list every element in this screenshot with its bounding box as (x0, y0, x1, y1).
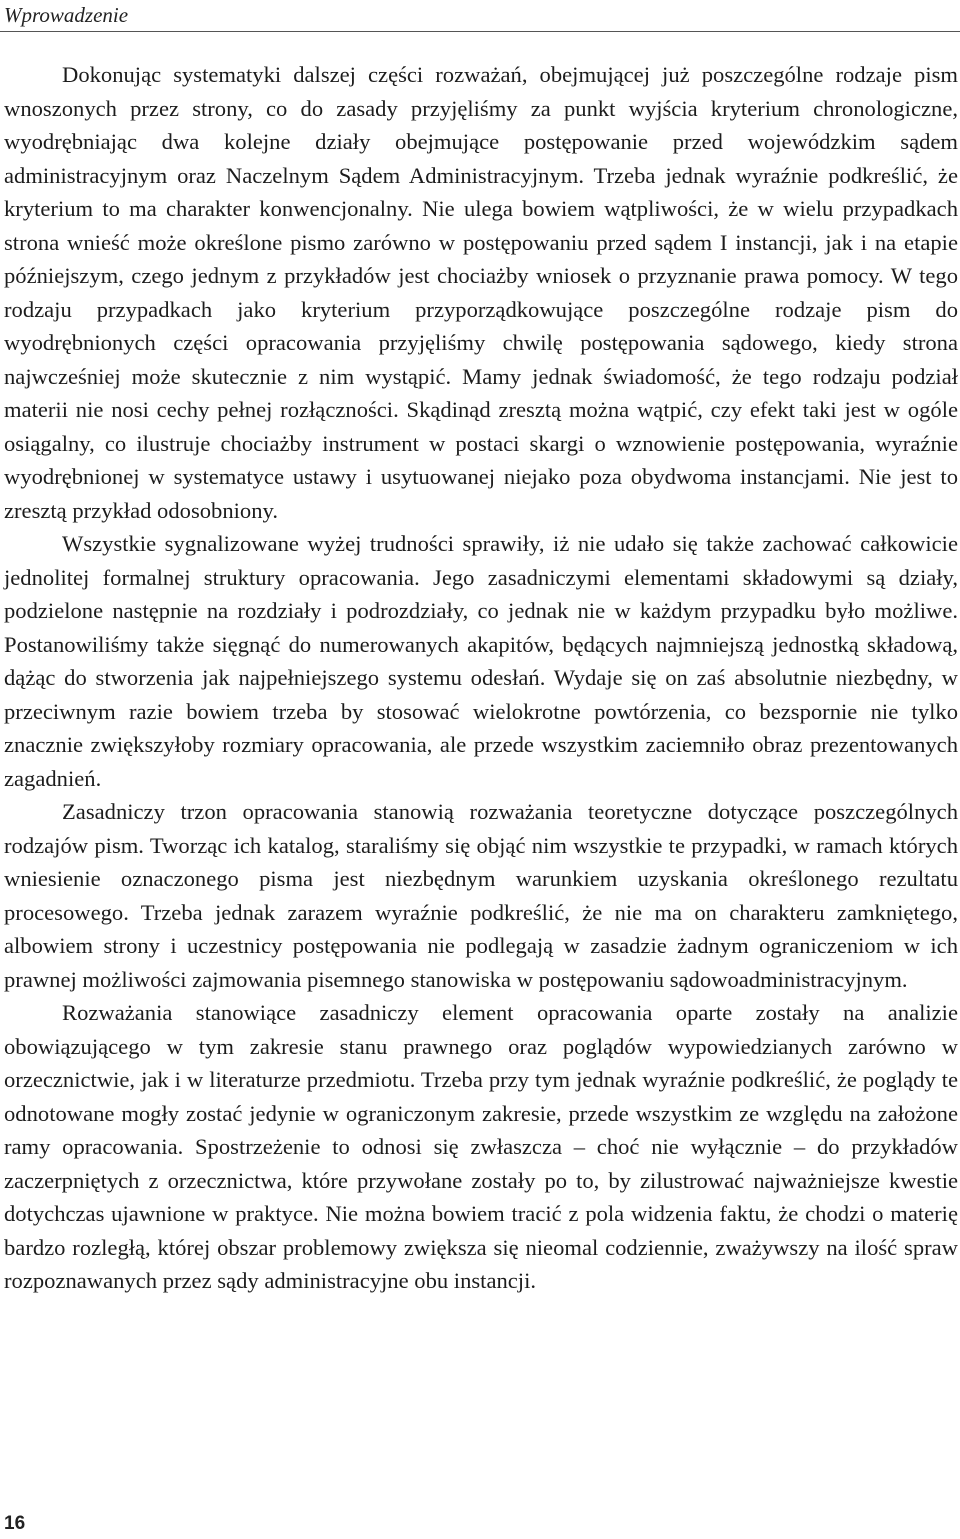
running-header: Wprowadzenie (4, 3, 129, 27)
page-number: 16 (4, 1513, 26, 1534)
paragraph: Dokonując systematyki dalszej części rozważań, obejmującej już poszczególne rodzaje pism wnoszonych przez strony, co do zasady przyjęliśmy za punkt wyjścia kryterium chronologiczne, wyodrębniając dwa kolejne działy obejmujące postępowanie przed wojewódzkim sądem administracyjnym oraz Naczelnym Sądem Administracyjnym. Trzeba jednak wyraźnie podkreślić, że kryterium to ma charakter konwencjonalny. Nie ulega bowiem wątpliwości, że w wielu przypadkach strona wnieść może określone pismo zarówno w postępowaniu przed sądem I instancji, jak i na etapie późniejszym, czego jednym z przykładów jest chociażby wniosek o przyznanie prawa pomocy. W tego rodzaju przypadkach jako kryterium przyporządkowujące poszczególne rodzaje pism do wyodrębnionych części opracowania przyjęliśmy chwilę postępowania sądowego, kiedy strona najwcześniej może skutecznie z nim wystąpić. Mamy jednak świadomość, że tego rodzaju podział materii nie nosi cechy pełnej rozłączności. Skądinąd zresztą można wątpić, czy efekt taki jest w ogóle osiągalny, co ilustruje chociażby instrument w postaci skargi o wznowienie postępowania, wyraźnie wyodrębnionej w systematyce ustawy i usytuowanej niejako poza obydwoma instancjami. Nie jest to zresztą przykład odosobniony. (4, 62, 958, 523)
paragraph: Zasadniczy trzon opracowania stanowią rozważania teoretyczne dotyczące poszczególnych rodzajów pism. Tworząc ich katalog, staraliśmy się objąć nim wszystkie te przypadki, w ramach których wniesienie oznaczonego pisma jest niezbędnym warunkiem uzyskania określonego rezultatu procesowego. Trzeba jednak zarazem wyraźnie podkreślić, że nie ma on charakteru zamkniętego, albowiem strony i uczestnicy postępowania nie podlegają w zasadzie żadnym ograniczeniom w ich prawnej możliwości zajmowania pisemnego stanowiska w postępowaniu sądowoadministracyjnym. (4, 799, 958, 992)
header-rule (0, 31, 960, 32)
paragraph: Rozważania stanowiące zasadniczy element opracowania oparte zostały na analizie obowiązującego w tym zakresie stanu prawnego oraz poglądów wypowiedzianych zarówno w orzecznictwie, jak i w literaturze przedmiotu. Trzeba przy tym jednak wyraźnie podkreślić, że poglądy te odnotowane mogły zostać jedynie w ograniczonym zakresie, przede wszystkim ze względu na założone ramy opracowania. Spostrzeżenie to odnosi się zwłaszcza – choć nie wyłącznie – do przykładów zaczerpniętych z orzecznictwa, które przywołane zostały po to, by zilustrować najważniejsze kwestie dotychczas ujawnione w praktyce. Nie można bowiem tracić z pola widzenia faktu, że chodzi o materię bardzo rozległą, której obszar problemowy zwiększa się nieomal codziennie, zważywszy na ilość spraw rozpoznawanych przez sądy administracyjne obu instancji. (4, 1000, 958, 1293)
body-text (4, 58, 958, 1298)
paragraph: Wszystkie sygnalizowane wyżej trudności sprawiły, iż nie udało się także zachować całkowicie jednolitej formalnej struktury opracowania. Jego zasadniczymi elementami składowymi są działy, podzielone następnie na rozdziały i podrozdziały, co jednak nie w każdym przypadku było możliwe. Postanowiliśmy także sięgnąć do numerowanych akapitów, będących najmniejszą jednostką składową, dążąc do stworzenia jak najpełniejszego systemu odesłań. Wydaje się on zaś absolutnie niezbędny, w przeciwnym razie bowiem trzeba by stosować wielokrotne powtórzenia, co bezspornie nie tylko znacznie zwiększyłoby rozmiary opracowania, ale przede wszystkim zaciemniło obraz prezentowanych zagadnień. (4, 531, 958, 791)
